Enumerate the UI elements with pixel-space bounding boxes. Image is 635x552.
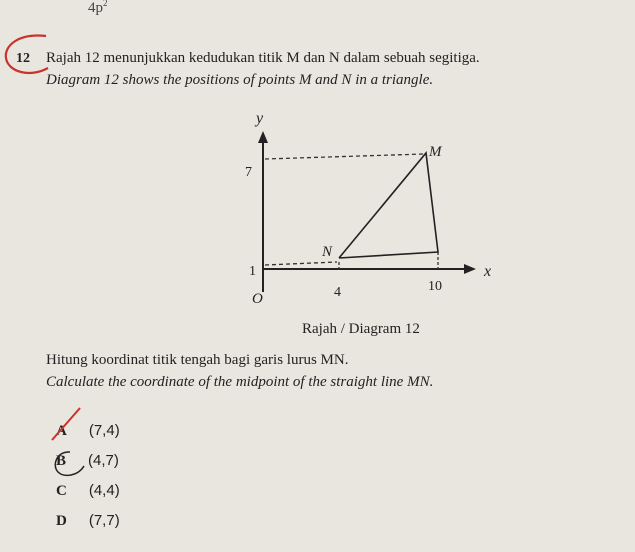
- option-b-circle-mark: [55, 452, 84, 475]
- point-n-label: N: [322, 244, 333, 260]
- prompt-text-malay: Hitung koordinat titik tengah bagi garis lurus MN.: [46, 352, 349, 368]
- question-number: 12: [16, 51, 30, 66]
- option-b-letter: B: [56, 453, 67, 469]
- option-d-letter: D: [56, 513, 67, 529]
- option-d-value: (7,7): [88, 512, 120, 529]
- option-c-value: (4,4): [88, 482, 120, 499]
- diagram-caption: Rajah / Diagram 12: [302, 321, 420, 337]
- option-a-value: (7,4): [88, 422, 120, 439]
- prompt-text-english: Calculate the coordinate of the midpoint of the straight line MN.: [46, 374, 434, 390]
- option-c-letter: C: [56, 483, 67, 499]
- axis-x-label: x: [484, 263, 492, 280]
- header-fragment-text: 4p: [88, 0, 103, 16]
- tick-y-7: 7: [245, 165, 252, 180]
- origin-label: O: [252, 291, 263, 307]
- tick-y-1: 1: [249, 264, 256, 279]
- header-fragment-exponent: 2: [103, 0, 108, 8]
- point-m-label: M: [429, 144, 442, 160]
- tick-x-4: 4: [334, 285, 341, 300]
- axis-y-label: y: [256, 110, 264, 127]
- option-b-value: (4,7): [88, 452, 119, 469]
- tick-x-10: 10: [428, 279, 442, 294]
- question-text-english: Diagram 12 shows the positions of points M and N in a triangle.: [46, 72, 434, 88]
- question-text-malay: Rajah 12 menunjukkan kedudukan titik M dan N dalam sebuah segitiga.: [46, 50, 480, 66]
- option-a-slash-mark: [52, 408, 80, 440]
- option-a-letter: A: [56, 423, 67, 439]
